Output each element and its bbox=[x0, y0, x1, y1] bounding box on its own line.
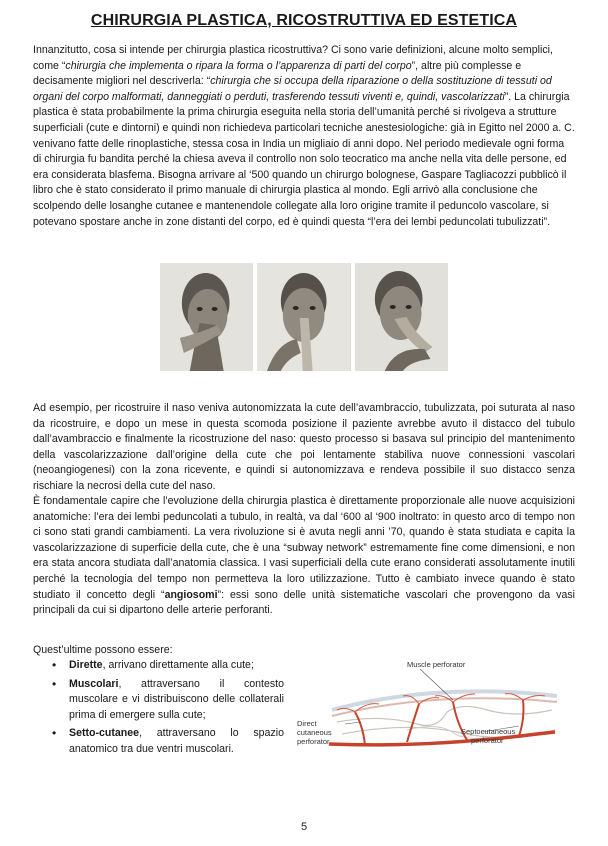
intro-paragraph: Innanzitutto, cosa si intende per chirurgia plastica ricostruttiva? Ci sono varie definizioni, alcune molto semplici, come “chirurgia che implementa o ripara la forma o l’apparenza di parti del corpo”, altre più complesse e decisamente migliori nel descriverla: “chirurgia che si occupa della riparazione o della sostituzione di tessuti od organi del corpo malformati, danneggiati o perduti, trasferendo tessuti viventi e, quindi, vascolarizzati”. La chirurgia plastica è stata probabilmente la prima chirurgia eseguita nella storia dell’umanità perché si rivolgeva a strutture superficiali (cute e dintorni) e quindi non richiedeva particolari tecniche anestesiologiche: già in Egitto nel 2000 a. C. venivano fatte delle rinoplastiche, stessa cosa in India un migliaio di anni dopo. Nel periodo medievale ogni forma di chirurgia fu bandita perché la chiesa aveva il controllo non solo teocratico ma anche nella vita delle persone, ed era considerata blasfema. Bisogna arrivare al ‘500 quando un chirurgo bolognese, Gaspare Tagliacozzi pubblicò il libro che è stato considerato il primo manuale di chirurgia plastica al mondo. Egli arrivò alla conclusione che scolpendo delle losanghe cutanee e mantenendole collegate alla loro origine tramite il peduncolo vascolare, si potevano spostare anche in zone distanti del corpo, ed è quindi questa “l’era dei lembi peduncolati tubulizzati”. bbox=[33, 44, 575, 228]
photo-patient-center bbox=[257, 263, 350, 371]
label-direct-line3: perforator bbox=[297, 737, 330, 746]
perforator-types-list bbox=[52, 658, 284, 761]
label-direct-line2: cutaneous bbox=[297, 728, 332, 737]
list-item: • Muscolari, attraversano il contesto muscolare e vi distribuiscono delle collaterali prima di emergere sulla cute; bbox=[52, 677, 284, 724]
list-item: • Setto-cutanee, attraversano lo spazio anatomico tra due ventri muscolari. bbox=[52, 726, 284, 757]
photo-patient-left bbox=[160, 263, 253, 371]
label-septo-line1: Septocutaneous bbox=[461, 727, 516, 736]
photo-patient-right bbox=[355, 263, 448, 371]
label-septo-line2: perforator bbox=[471, 736, 504, 745]
page-title: CHIRURGIA PLASTICA, RICOSTRUTTIVA ED ESTETICA bbox=[90, 12, 518, 29]
list-item: • Dirette, arrivano direttamente alla cute; bbox=[52, 658, 284, 674]
label-direct-line1: Direct bbox=[297, 719, 317, 728]
bullets-intro: Quest’ultime possono essere: bbox=[33, 644, 173, 656]
tagliacozzi-photo-strip bbox=[160, 263, 448, 371]
angiosomes-paragraph: È fondamentale capire che l’evoluzione della chirurgia plastica è direttamente proporzionale alle nuove acquisizioni anatomiche: l’era dei lembi peduncolati a tubulo, in realtà, va dal ‘600 al ‘900 inoltrato: in questo arco di tempo non ci sono stati grandi cambiamenti. La vera rivoluzione si è avuta negli anni ’70, quando è stata studiata e capita la vascolarizzazione di superficie della cute, che è una “subway network” estremamente fine come dimensioni, e non era stata ancora studiata dall’anatomia classica. I vasi superficiali della cute erano considerati assolutamente inutili perché la tecnologia del tempo non permetteva la loro utilizzazione. Tutto è cambiato invece quando è stato studiato il concetto degli “angiosomi”: essi sono delle unità sistematiche vascolari che provengono da vasi principali da cui si dipartono delle arterie perforanti. bbox=[33, 495, 575, 617]
page-number: 5 bbox=[300, 821, 308, 833]
label-muscle-perforator: Muscle perforator bbox=[407, 660, 466, 669]
nose-reconstruction-paragraph: Ad esempio, per ricostruire il naso veniva autonomizzata la cute dell’avambraccio, tubulizzata, poi suturata al naso da ricostruire, e dopo un mese in questa scomoda posizione il paziente avrebbe avuto il distacco del tubulo dall’avambraccio e finalmente la ricostruzione del naso: questo processo si basava sul principio del mantenimento della vascolarizzazione dall’origine della cute che poi lentamente stabiliva nuove connessioni vascolari (neoangiogenesi) con la zona ricevente, e quindi si autonomizzava e rendeva possibile il suo distacco senza rischiare la necrosi della cute del naso. bbox=[33, 402, 575, 492]
perforator-diagram bbox=[287, 652, 577, 762]
